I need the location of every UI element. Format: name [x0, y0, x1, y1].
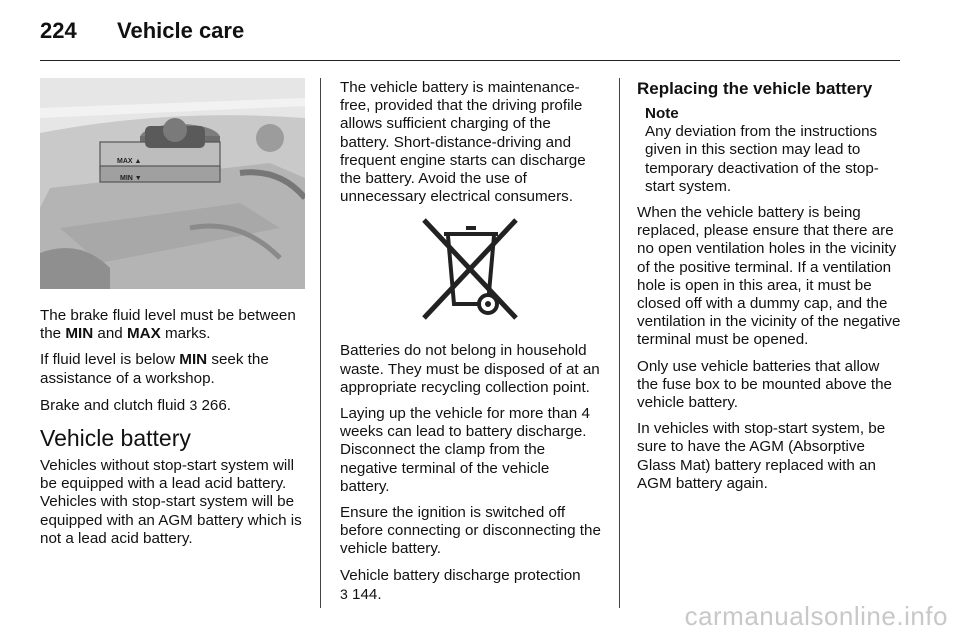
- maintenance-free-paragraph: The vehicle battery is maintenance-free, provided that the driving profile allows sufficient charging of the battery. Short-distance-driving and frequent engine starts can discharge the battery. Avoid the use of unnecessary electrical consumers.: [340, 79, 586, 206]
- battery-type-paragraph: Vehicles without stop-start system will be equipped with a lead acid battery. Vehicles with stop-start system will be equipped with an AGM battery which is not a lead acid battery.: [40, 457, 302, 547]
- ignition-paragraph: Ensure the ignition is switched off before connecting or disconnecting the vehicle battery.: [340, 504, 601, 558]
- max-mark-label: MAX ▲: [117, 158, 142, 165]
- laying-up-paragraph: Laying up the vehicle for more than 4 weeks can lead to battery discharge. Disconnect the clamp from the negative terminal of the vehicle battery.: [340, 405, 590, 495]
- note-text: Any deviation from the instructions given in this section may lead to temporary deactivation of the stop-start system.: [645, 123, 879, 195]
- agm-replacement-paragraph: In vehicles with stop-start system, be sure to have the AGM (Absorptive Glass Mat) battery replaced with an AGM battery again.: [637, 420, 886, 492]
- page-number: 224: [40, 18, 77, 43]
- min-mark-label: MIN ▼: [120, 175, 142, 182]
- note-title: Note: [645, 105, 679, 122]
- page-reference-arrow-icon: 3: [189, 396, 198, 413]
- discharge-protection-reference: Vehicle battery discharge protection 3 144.: [340, 566, 581, 603]
- brake-clutch-fluid-page-link[interactable]: 266.: [201, 396, 232, 414]
- fuse-box-paragraph: Only use vehicle batteries that allow the fuse box to be mounted above the vehicle battery.: [637, 357, 892, 412]
- section-heading-vehicle-battery: Vehicle battery: [40, 425, 191, 452]
- page-header: [40, 18, 244, 48]
- column-divider-2: [619, 78, 620, 608]
- header-rule: [40, 60, 900, 61]
- brake-clutch-fluid-reference: Brake and clutch fluid 3 266.: [40, 396, 232, 414]
- disposal-paragraph: Batteries do not belong in household waste. They must be disposed of at an appropriate recycling collection point.: [340, 342, 600, 396]
- ventilation-paragraph: When the vehicle battery is being replaced, please ensure that there are no open ventilation holes in the vicinity of the positive terminal. If a ventilation hole is open in this area, it must be closed off with a dummy cap, and the ventilation in the vicinity of the negative terminal must be opened.: [637, 204, 901, 349]
- section-heading-replacing-battery: Replacing the vehicle battery: [637, 79, 873, 98]
- brake-fluid-level-paragraph: The brake fluid level must be between the MIN and MAX marks.: [40, 307, 296, 343]
- brake-fluid-workshop-paragraph: If fluid level is below MIN seek the assistance of a workshop.: [40, 351, 269, 387]
- column-3: [637, 79, 903, 501]
- note-box: [645, 105, 903, 196]
- brake-fluid-reservoir-photo: [40, 78, 305, 289]
- discharge-protection-page-link[interactable]: 144.: [352, 585, 382, 603]
- column-2: [340, 79, 602, 612]
- chapter-title: Vehicle care: [117, 18, 245, 43]
- column-divider-1: [320, 78, 321, 608]
- crossed-out-bin-icon: [340, 214, 602, 324]
- column-1: [40, 78, 305, 556]
- watermark: carmanualsonline.info: [684, 601, 948, 631]
- page-reference-arrow-icon: 3: [340, 585, 348, 602]
